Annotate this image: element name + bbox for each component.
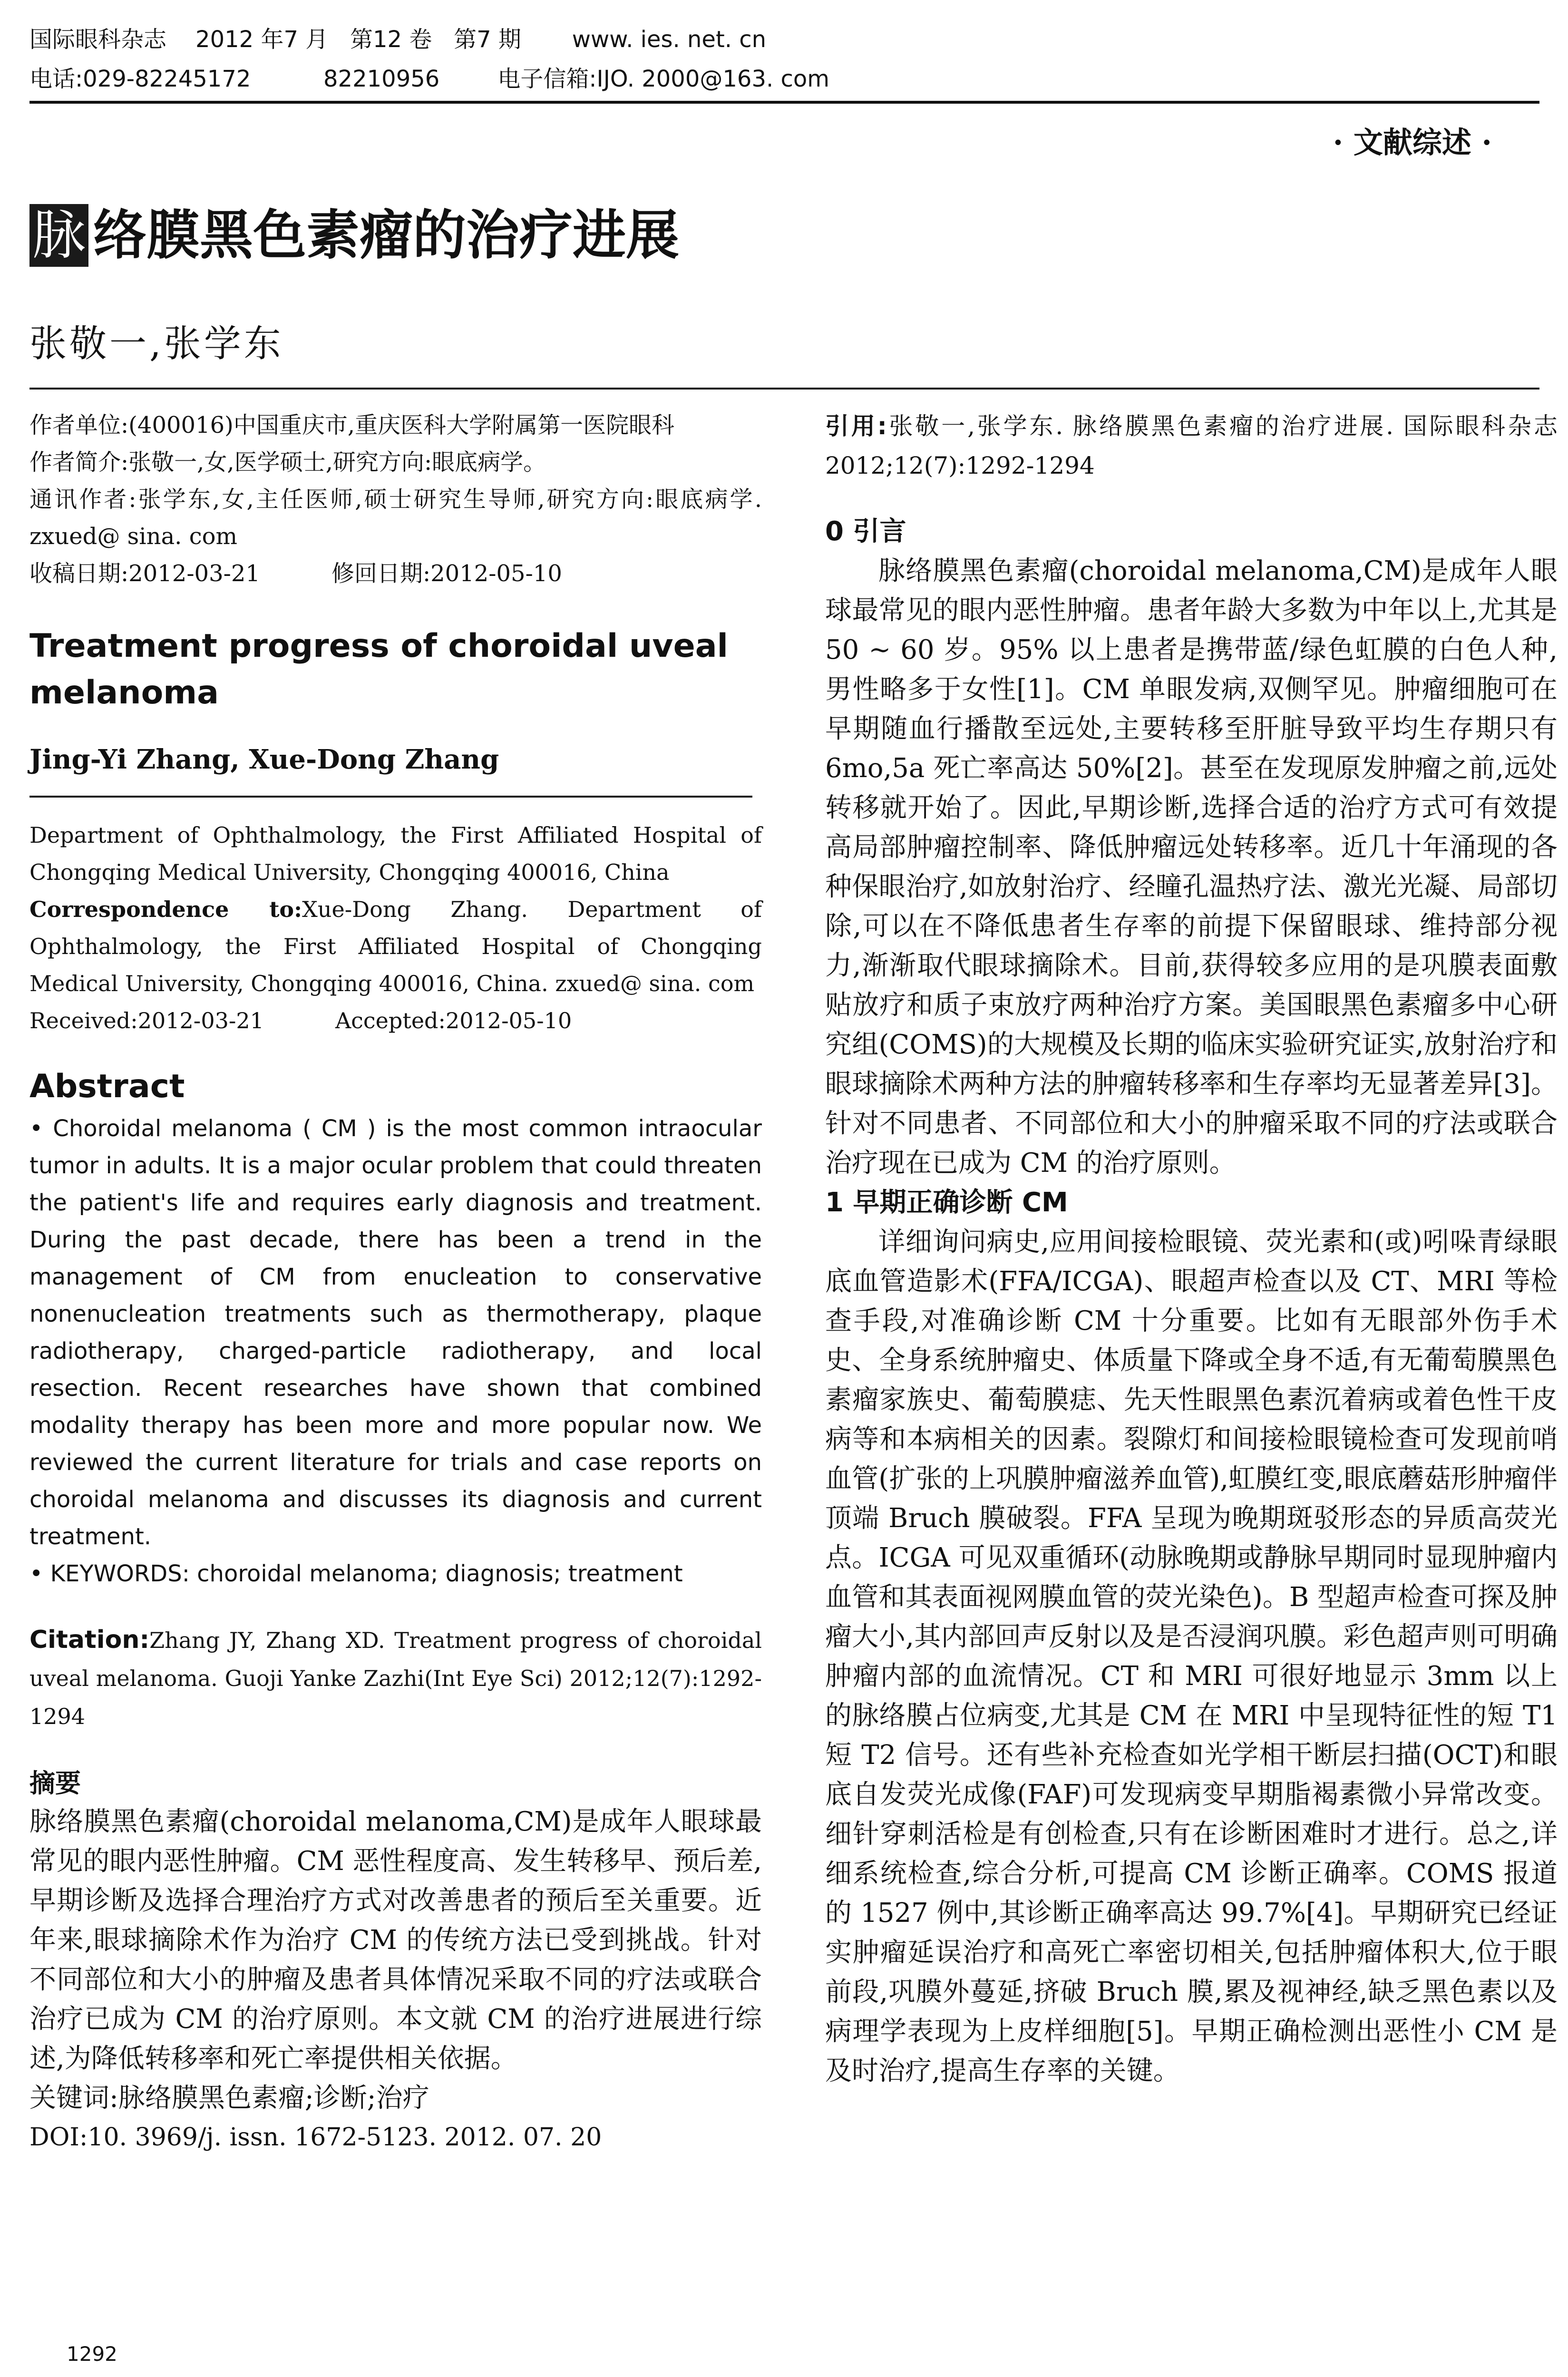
author-info <box>29 407 762 592</box>
article-title <box>29 200 679 271</box>
cn-keywords: 关键词:脉络膜黑色素瘤;诊断;治疗 <box>29 2083 429 2114</box>
authors-rule <box>29 796 752 798</box>
accepted-date-en: Accepted:2012-05-10 <box>335 1008 572 1033</box>
revised-date-cn: 修回日期:2012-05-10 <box>331 560 562 587</box>
corresponding-author: 通讯作者:张学东,女,主任医师,硕士研究生导师,研究方向:眼底病学. zxued@ sina. com <box>29 486 762 550</box>
received-date-cn: 收稿日期:2012-03-21 <box>29 560 260 587</box>
section-0-body: 脉络膜黑色素瘤(choroidal melanoma,CM)是成年人眼球最常见的眼内恶性肿瘤。患者年龄大多数为中年以上,尤其是 50 ~ 60 岁。95% 以上患者是携带蓝/绿色虹膜的白色人种,男性略多于女性[1]。CM 单眼发病,双侧罕见。肿瘤细胞可在早期随血行播散至远处,主要转移至肝脏导致平均生存期只有 6mo,5a 死亡率高达 50%[2]。甚至在发现原发肿瘤之前,远处转移就开始了。因此,早期诊断,选择合适的治疗方式可有效提高局部肿瘤控制率、降低肿瘤远处转移率。近几十年涌现的各种保眼治疗,如放射治疗、经瞳孔温热疗法、激光光凝、局部切除,可以在不降低患者生存率的前提下保留眼球、维持部分视力,渐渐取代眼球摘除术。目前,获得较多应用的是巩膜表面敷贴放疗和质子束放疗两种治疗方案。美国眼黑色素瘤多中心研究组(COMS)的大规模及长期的临床实验研究证实,放射治疗和眼球摘除术两种方法的肿瘤转移率和生存率均无显著差异[3]。针对不同患者、不同部位和大小的肿瘤采取不同的疗法或联合治疗现在已成为 CM 的治疗原则。 <box>825 555 1558 1179</box>
section-0-heading: 0 引言 <box>825 516 906 547</box>
correspondence <box>29 891 762 1002</box>
abstract-body: • Choroidal melanoma ( CM ) is the most common intraocular tumor in adults. It is a major ocular problem that could threaten the patient's life and requires early diagnosis and treatment. During the past decade, there has been a trend in the management of CM from enucleation to conservative nonenucleation treatments such as thermotherapy, plaque radiotherapy, charged-particle radiotherapy, and local resection. Recent researches have shown that combined modality therapy has been more and more popular now. We reviewed the current literature for trials and case reports on choroidal melanoma and discusses its diagnosis and current treatment. <box>29 1115 762 1550</box>
cn-abstract-heading: 摘要 <box>29 1768 81 1798</box>
author-bio: 作者简介:张敬一,女,医学硕士,研究方向:眼底病学。 <box>29 449 546 476</box>
doi: DOI:10. 3969/j. issn. 1672-5123. 2012. 07. 20 <box>29 2123 602 2152</box>
correspondence-label: Correspondence to: <box>29 896 302 922</box>
journal-header-line2: 电话:029-82245172 82210956 电子信箱:IJO. 2000@163. com <box>29 66 830 92</box>
cn-abstract-body: 脉络膜黑色素瘤(choroidal melanoma,CM)是成年人眼球最常见的眼内恶性肿瘤。CM 恶性程度高、发生转移早、预后差,早期诊断及选择合理治疗方式对改善患者的预后至关重要。近年来,眼球摘除术作为治疗 CM 的传统方法已受到挑战。针对不同部位和大小的肿瘤及患者具体情况采取不同的疗法或联合治疗已成为 CM 的治疗原则。本文就 CM 的治疗进展进行综述,为降低转移率和死亡率提供相关依据。 <box>29 1806 762 2074</box>
authors-cn: 张敬一,张学东 <box>29 322 284 365</box>
citation-label: Citation: <box>29 1626 150 1654</box>
citation-cn-text: 张敬一,张学东. 脉络膜黑色素瘤的治疗进展. 国际眼科杂志 2012;12(7):1292-1294 <box>825 412 1558 479</box>
dates-cn <box>29 555 762 592</box>
left-column <box>29 407 762 2157</box>
section-1-heading: 1 早期正确诊断 CM <box>825 1187 1068 1218</box>
section-1-body: 详细询问病史,应用间接检眼镜、荧光素和(或)吲哚青绿眼底血管造影术(FFA/ICGA)、眼超声检查以及 CT、MRI 等检查手段,对准确诊断 CM 十分重要。比如有无眼部外伤手术史、全身系统肿瘤史、体质量下降或全身不适,有无葡萄膜黑色素瘤家族史、葡萄膜痣、先天性眼黑色素沉着病或着色性干皮病等和本病相关的因素。裂隙灯和间接检眼镜检查可发现前哨血管(扩张的上巩膜肿瘤滋养血管),虹膜红变,眼底蘑菇形肿瘤伴顶端 Bruch 膜破裂。FFA 呈现为晚期斑驳形态的异质高荧光点。ICGA 可见双重循环(动脉晚期或静脉早期同时显现肿瘤内血管和其表面视网膜血管的荧光染色)。B 型超声检查可探及肿瘤大小,其内部回声反射以及是否浸润巩膜。彩色超声则可明确肿瘤内部的血流情况。CT 和 MRI 可很好地显示 3mm 以上的脉络膜占位病变,尤其是 CM 在 MRI 中呈现特征性的短 T1 短 T2 信号。还有些补充检查如光学相干断层扫描(OCT)和眼底自发荧光成像(FAF)可发现病变早期脂褐素微小异常改变。细针穿刺活检是有创检查,只有在诊断困难时才进行。总之,详细系统检查,综合分析,可提高 CM 诊断正确率。COMS 报道的 1527 例中,其诊断正确率高达 99.7%[4]。早期研究已经证实肿瘤延误治疗和高死亡率密切相关,包括肿瘤体积大,位于眼前段,巩膜外蔓延,挤破 Bruch 膜,累及视神经,缺乏黑色素以及病理学表现为上皮样细胞[5]。早期正确检测出恶性小 CM 是及时治疗,提高生存率的关键。 <box>825 1227 1558 2086</box>
header-rule <box>29 101 1539 104</box>
dates-en <box>29 1002 762 1039</box>
citation-cn-label: 引用: <box>825 412 887 440</box>
citation-en <box>29 1621 762 1735</box>
title-boxed-char: 脉 <box>29 204 88 267</box>
page-number: 1292 <box>67 2342 117 2366</box>
section-tag: · 文献综述 · <box>1333 125 1492 160</box>
affiliation-text: Department of Ophthalmology, the First Affiliated Hospital of Chongqing Medical University, Chongqing 400016, China <box>29 822 762 885</box>
title-text: 络膜黑色素瘤的治疗进展 <box>93 205 679 266</box>
author-unit: 作者单位:(400016)中国重庆市,重庆医科大学附属第一医院眼科 <box>29 412 675 438</box>
english-authors: Jing-Yi Zhang, Xue-Dong Zhang <box>29 744 499 775</box>
english-title: Treatment progress of choroidal uveal melanoma <box>29 627 728 711</box>
english-affiliation <box>29 817 762 1039</box>
citation-text: Zhang JY, Zhang XD. Treatment progress of choroidal uveal melanoma. Guoji Yanke Zazhi(Int Eye Sci) 2012;12(7):1292-1294 <box>29 1627 762 1729</box>
received-date-en: Received:2012-03-21 <box>29 1008 264 1033</box>
citation-cn <box>825 407 1558 486</box>
journal-header-line1: 国际眼科杂志 2012 年7 月 第12 卷 第7 期 www. ies. net. cn <box>29 26 767 53</box>
title-rule <box>29 388 1539 390</box>
correspondence-text: Xue-Dong Zhang. Department of Ophthalmology, the First Affiliated Hospital of Chongqing Medical University, Chongqing 400016, China. zxued@ sina. com <box>29 896 762 996</box>
abstract-heading: Abstract <box>29 1068 185 1105</box>
right-column <box>825 407 1558 2091</box>
abstract-keywords: • KEYWORDS: choroidal melanoma; diagnosis; treatment <box>29 1560 683 1587</box>
